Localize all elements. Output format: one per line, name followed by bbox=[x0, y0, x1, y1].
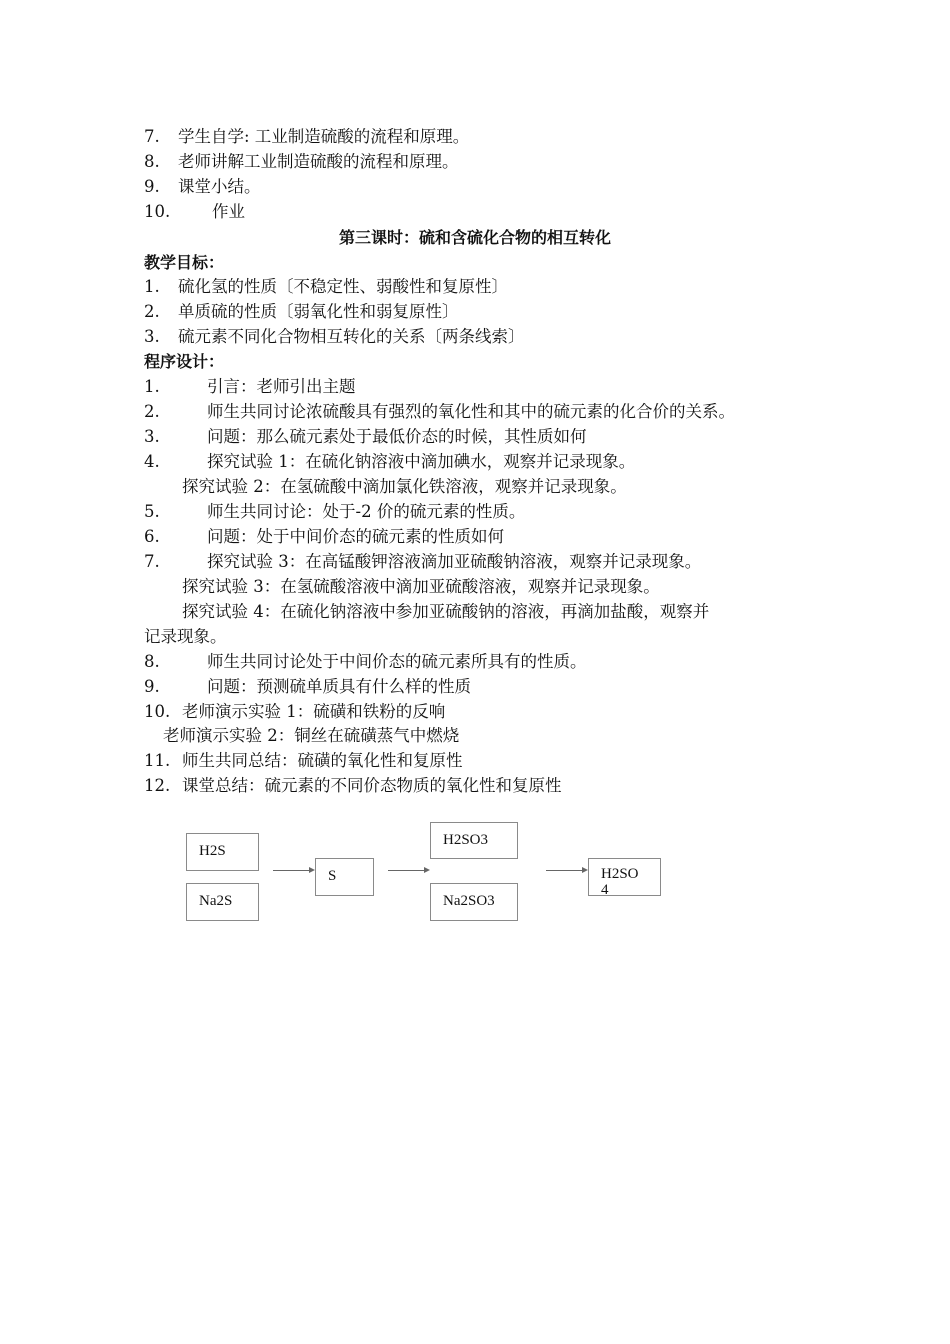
item-text: 记录现象。 bbox=[144, 627, 227, 646]
list-item bbox=[144, 425, 587, 449]
item-text: 师生共同讨论处于中间价态的硫元素所具有的性质。 bbox=[207, 652, 587, 671]
list-item bbox=[144, 774, 562, 798]
item-number: 12. bbox=[144, 776, 171, 795]
box-na2s: Na2S bbox=[186, 883, 259, 921]
list-item bbox=[144, 450, 635, 474]
item-text: 探究试验 3：在高锰酸钾溶液滴加亚硫酸钠溶液，观察并记录现象。 bbox=[207, 552, 702, 571]
item-number: 1. bbox=[144, 277, 160, 296]
list-item bbox=[163, 724, 459, 748]
list-item-continuation bbox=[144, 625, 227, 649]
list-item bbox=[144, 749, 463, 773]
arrow-icon bbox=[546, 870, 586, 871]
item-number: 7. bbox=[144, 127, 160, 146]
item-text: 硫元素不同化合物相互转化的关系〔两条线索〕 bbox=[178, 327, 525, 346]
box-h2so3: H2SO3 bbox=[430, 822, 518, 859]
item-text: 探究试验 2：在氢硫酸中滴加氯化铁溶液，观察并记录现象。 bbox=[182, 477, 627, 496]
item-text: 老师演示实验 1：硫磺和铁粉的反响 bbox=[182, 702, 446, 721]
h2so4-label-line2: 4 bbox=[601, 882, 609, 898]
box-h2so4 bbox=[588, 858, 661, 896]
item-text: 老师讲解工业制造硫酸的流程和原理。 bbox=[178, 152, 459, 171]
list-item bbox=[144, 550, 701, 574]
item-text: 师生共同总结：硫磺的氧化性和复原性 bbox=[182, 751, 463, 770]
goals-heading: 教学目标： bbox=[144, 253, 225, 272]
list-item bbox=[144, 275, 508, 299]
item-text: 学生自学: 工业制造硫酸的流程和原理。 bbox=[178, 127, 470, 146]
box-na2so3: Na2SO3 bbox=[430, 883, 518, 921]
arrow-icon bbox=[388, 870, 428, 871]
item-number: 2. bbox=[144, 302, 160, 321]
item-number: 4. bbox=[144, 452, 160, 471]
item-text: 探究试验 3：在氢硫酸溶液中滴加亚硫酸溶液，观察并记录现象。 bbox=[182, 577, 660, 596]
list-item bbox=[182, 575, 660, 599]
item-number: 7. bbox=[144, 552, 160, 571]
item-text: 作业 bbox=[212, 202, 245, 221]
list-item bbox=[144, 300, 459, 324]
item-number: 11. bbox=[144, 751, 171, 770]
list-item bbox=[144, 175, 261, 199]
item-number: 9. bbox=[144, 677, 160, 696]
item-number: 8. bbox=[144, 152, 160, 171]
arrow-icon bbox=[273, 870, 313, 871]
item-text: 问题：预测硫单质具有什么样的性质 bbox=[207, 677, 471, 696]
list-item bbox=[182, 600, 709, 624]
list-item bbox=[144, 375, 356, 399]
item-number: 10. bbox=[144, 702, 171, 721]
list-item bbox=[182, 475, 627, 499]
item-text: 探究试验 1：在硫化钠溶液中滴加碘水，观察并记录现象。 bbox=[207, 452, 636, 471]
item-text: 引言：老师引出主题 bbox=[207, 377, 356, 396]
item-number: 10. bbox=[144, 202, 171, 221]
item-number: 3. bbox=[144, 327, 160, 346]
item-text: 师生共同讨论：处于-2 价的硫元素的性质。 bbox=[207, 502, 526, 521]
item-number: 6. bbox=[144, 527, 160, 546]
item-text: 硫化氢的性质〔不稳定性、弱酸性和复原性〕 bbox=[178, 277, 508, 296]
item-number: 9. bbox=[144, 177, 160, 196]
list-item bbox=[144, 650, 587, 674]
list-item bbox=[144, 325, 525, 349]
list-item bbox=[144, 150, 459, 174]
item-text: 课堂总结：硫元素的不同价态物质的氧化性和复原性 bbox=[182, 776, 562, 795]
section-title: 第三课时：硫和含硫化合物的相互转化 bbox=[338, 228, 611, 247]
box-s: S bbox=[315, 858, 374, 896]
list-item bbox=[144, 125, 469, 149]
item-number: 3. bbox=[144, 427, 160, 446]
item-text: 探究试验 4：在硫化钠溶液中参加亚硫酸钠的溶液，再滴加盐酸，观察并 bbox=[182, 602, 710, 621]
list-item bbox=[144, 700, 445, 724]
list-item bbox=[144, 525, 504, 549]
item-text: 课堂小结。 bbox=[178, 177, 261, 196]
item-number: 1. bbox=[144, 377, 160, 396]
list-item bbox=[144, 200, 245, 224]
item-text: 老师演示实验 2：铜丝在硫磺蒸气中燃烧 bbox=[163, 726, 460, 745]
list-item bbox=[144, 500, 525, 524]
list-item bbox=[144, 675, 471, 699]
list-item bbox=[144, 400, 735, 424]
item-text: 单质硫的性质〔弱氧化性和弱复原性〕 bbox=[178, 302, 459, 321]
procedure-heading: 程序设计： bbox=[144, 352, 225, 371]
item-text: 师生共同讨论浓硫酸具有强烈的氧化性和其中的硫元素的化合价的关系。 bbox=[207, 402, 735, 421]
item-number: 2. bbox=[144, 402, 160, 421]
h2so4-label-line1: H2SO bbox=[601, 866, 639, 882]
item-number: 8. bbox=[144, 652, 160, 671]
item-text: 问题：处于中间价态的硫元素的性质如何 bbox=[207, 527, 504, 546]
item-text: 问题：那么硫元素处于最低价态的时候，其性质如何 bbox=[207, 427, 587, 446]
item-number: 5. bbox=[144, 502, 160, 521]
box-h2s: H2S bbox=[186, 833, 259, 871]
